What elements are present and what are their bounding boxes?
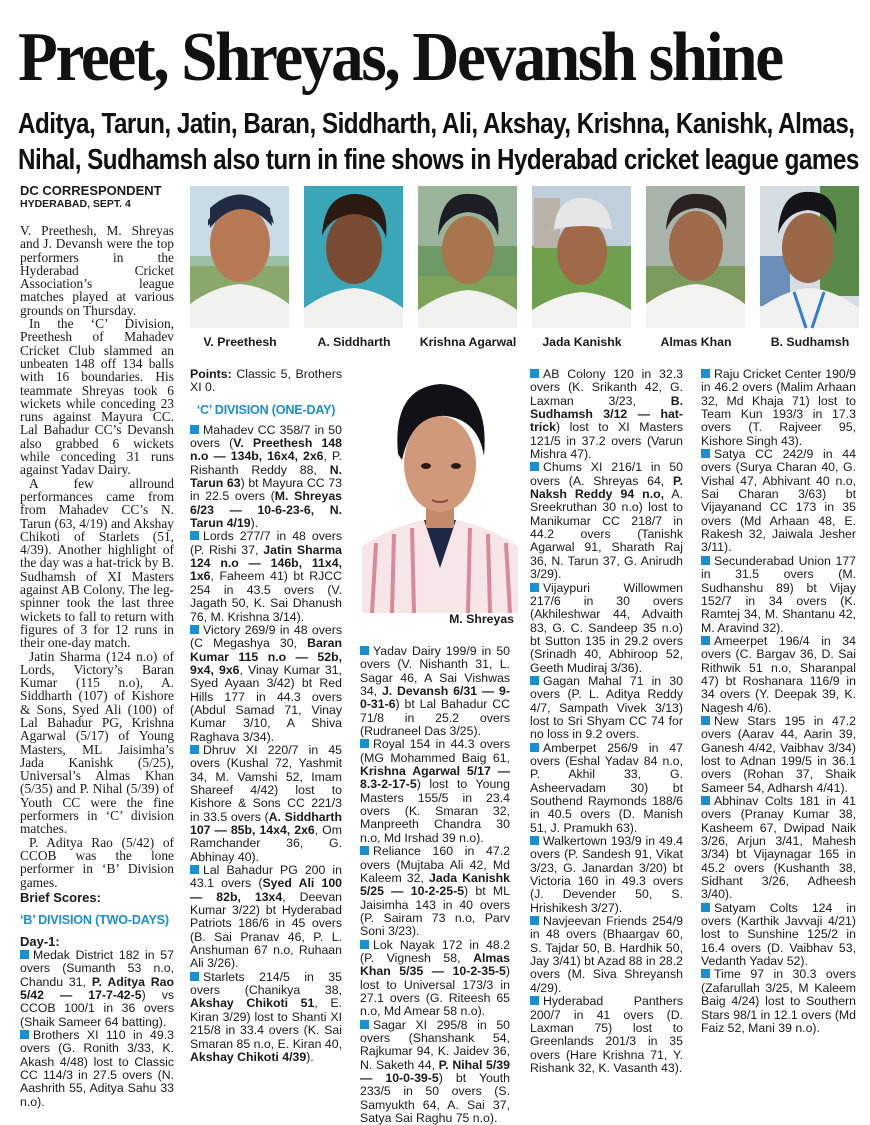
bullet-square-icon <box>190 625 199 634</box>
bullet-square-icon <box>190 745 199 754</box>
score-entry: Satyam Colts 124 in overs (Karthik Javvaji 4/21) lost to Sunshine 125/2 in 16.4 overs (D. Vaibhav 53, Vedanth Yadav 52). <box>701 900 856 969</box>
bullet-square-icon <box>701 796 710 805</box>
byline <box>20 184 190 211</box>
story-column <box>20 223 175 1109</box>
bullet-square-icon <box>20 1030 29 1039</box>
bullet-square-icon <box>701 636 710 645</box>
bullet-square-icon <box>360 1020 369 1029</box>
score-entry: Medak District 182 in 57 overs (Sumanth 53 n.o, Chandu 31, P. Aditya Rao 5/42 — 17-7-42-5) vs CCOB 100/1 in 36 overs (Shaik Sameer 64 batting). <box>20 947 175 1029</box>
score-entry: AB Colony 120 in 32.3 overs (K. Srikanth 42, G. Laxman 3/23, B. Sudhamsh 3/12 — hat-trick) lost to XI Masters 121/5 in 37.2 overs (Varun Mishra 47). <box>530 367 683 462</box>
score-entry: Satya CC 242/9 in 44 overs (Surya Charan 40, G. Vishal 47, Abhivant 40 n.o, Sai Charan 3/63) bt Vijayanand CC 173 in 35 overs (Md Arhaan 48, E. Rakesh 32, Jaiwala Jesher 3/11). <box>701 447 856 555</box>
scores-flow <box>190 368 342 1064</box>
bullet-square-icon <box>360 940 369 949</box>
headline: Preet, Shreyas, Devansh shine <box>18 19 782 96</box>
subhead <box>18 106 859 178</box>
bullet-square-icon <box>701 369 710 378</box>
player-photo-icon <box>760 186 859 328</box>
bullet-square-icon <box>530 676 539 685</box>
bullet-square-icon <box>530 836 539 845</box>
score-entry: Ameerpet 196/4 in 34 overs (C. Bargav 36, D. Sai Rithwik 51 n.o, Sharanpal 47) bt Roshanara 116/9 in 34 overs (Y. Deepak 39, K. Nagesh 4/6). <box>701 633 856 715</box>
bullet-square-icon <box>530 462 539 471</box>
subhead-line-1: Aditya, Tarun, Jatin, Baran, Siddharth, Ali, Akshay, Krishna, Kanishk, Almas, <box>18 108 855 140</box>
bullet-square-icon <box>190 865 199 874</box>
bullet-square-icon <box>530 743 539 752</box>
bullet-square-icon <box>701 556 710 565</box>
photo-caption: A. Siddharth <box>317 335 391 349</box>
bullet-square-icon <box>360 739 369 748</box>
c-division-heading: ‘C’ DIVISION (ONE-DAY) <box>196 402 336 417</box>
bullet-square-icon <box>701 449 710 458</box>
bullet-square-icon <box>20 950 29 959</box>
score-entry: Abhinav Colts 181 in 41 overs (Pranay Kumar 38, Kasheem 67, Dwipad Naik 3/26, Arjun 3/41, Mahesh 3/34) bt Vijaynagar 165 in 45.2 overs (Kushanth 38, Sidhant 3/26, Adheesh 3/40). <box>701 794 856 902</box>
scores-column <box>360 644 510 1125</box>
player-photo-icon <box>418 186 517 328</box>
subhead-line-2: Nihal, Sudhamsh also turn in fine shows in Hyderabad cricket league games <box>18 144 859 176</box>
bullet-square-icon <box>530 916 539 925</box>
score-entry: Lal Bahadur PG 200 in 43.1 overs (Syed Ali 100 — 82b, 13x4, Deevan Kumar 3/22) bt Hyderabad Patriots 186/6 in 45 overs (B. Sai Pranav 46, P. L. Anshuman 67 n.o, Ruhaan Ali 3/26). <box>190 863 342 971</box>
player-photo-icon <box>304 186 403 328</box>
score-entry: Yadav Dairy 199/9 in 50 overs (V. Nishanth 31, L. Sagar 46, A Sai Vishwas 34, J. Devansh 6/31 — 9-0-31-6) bt Lal Bahadur CC 71/8 in 25.2 overs (Rudraneel Das 3/25). <box>360 644 510 739</box>
bullet-square-icon <box>190 972 199 981</box>
score-entry: Reliance 160 in 47.2 overs (Mujtaba Ali 42, Md Kaleem 32, Jada Kanishk 5/25 — 10-2-25-5) bt ML Jaisimha 143 in 40 overs (P. Sairam 73 n.o, Parv Soni 3/23). <box>360 844 510 939</box>
bullet-square-icon <box>701 969 710 978</box>
score-entry: Dhruv XI 220/7 in 45 overs (Kushal 72, Yashmit 34, M. Vamshi 52, Imam Shareef 4/42) lost to Kishore & Sons CC 221/3 in 33.5 overs (A. Siddharth 107 — 85b, 14x4, 2x6, Om Ramchander 36, G. Abhinay 40). <box>190 742 342 864</box>
scores-column <box>701 368 856 1092</box>
score-entry: Amberpet 256/9 in 47 overs (Eshal Yadav 84 n.o, P. Akhil 33, G. Asheervadam 30) bt Southend Raymonds 188/6 in 40.5 overs (D. Manish 51, J. Pramukh 63). <box>530 740 683 835</box>
bullet-square-icon <box>360 646 369 655</box>
bullet-square-icon <box>190 531 199 540</box>
scores-column <box>190 368 342 1092</box>
story-paragraph: V. Preethesh, M. Shreyas and J. Devansh were the top performers in the Hyderabad Cricket Association’s league matches played at various grounds on Thursday. <box>20 223 174 318</box>
byline-dateline: HYDERABAD, SEPT. 4 <box>20 198 131 210</box>
brief-scores-title: Brief Scores: <box>20 889 101 905</box>
b-division-heading: ‘B’ DIVISION (TWO-DAYS) <box>20 912 169 927</box>
photo-caption: B. Sudhamsh <box>770 335 850 349</box>
photo-strip <box>190 186 870 352</box>
score-entry: Navjeevan Friends 254/9 in 48 overs (Bhaargav 60, S. Tajdar 50, B. Hardhik 50, Jay 3/41) bt Azad 88 in 28.2 overs (M. Siva Shreyansh 4/29). <box>530 914 683 995</box>
byline-author: DC CORRESPONDENT <box>20 183 162 198</box>
bullet-square-icon <box>530 369 539 378</box>
bullet-square-icon <box>530 996 539 1005</box>
bullet-square-icon <box>701 716 710 725</box>
photo-caption: Jada Kanishk <box>542 335 622 349</box>
player-photo-icon <box>532 186 631 328</box>
story-paragraph: Jatin Sharma (124 n.o) of Lords, Victory’s Baran Kumar (115 n.o), A. Siddharth (107) of Kishore & Sons, Syed Ali (100) of Lal Bahadur PG, Krishna Agarwal (5/17) of Young Masters, ML Jaisimha’s Jada Kanishk (5/25), Universal’s Almas Khan (5/35) and P. Nihal (5/39) of Youth CC were the fine performers in ‘C’ division matches. <box>20 648 174 837</box>
score-entry: Raju Cricket Center 190/9 in 46.2 overs (Malim Arhaan 32, Md Khaja 71) lost to Team Kun 193/3 in 17.3 overs (T. Rajveer 95, Kishore Singh 43). <box>701 367 856 448</box>
score-entry: Gagan Mahal 71 in 30 overs (P. L. Aditya Reddy 4/7, Sampath Vivek 3/13) lost to Sri Shyam CC 74 for no loss in 9.2 overs. <box>530 673 683 742</box>
score-entry: Mahadev CC 358/7 in 50 overs (V. Preethesh 148 n.o — 134b, 16x4, 2x6, P. Rishanth Reddy 88, N. Tarun 63) bt Mayura CC 73 in 22.5 overs (M. Shreyas 6/23 — 10-6-23-6, N. Tarun 4/19). <box>190 422 342 531</box>
score-entry-continued: Points: Classic 5, Brothers XI 0. <box>190 367 342 395</box>
scores-column <box>530 368 683 1092</box>
score-entry: Hyderabad Panthers 200/7 in 41 overs (D. Laxman 75) lost to Greenlands 201/3 in 35 overs (Hare Krishna 71, Y. Rishank 32, K. Vasanth 43). <box>530 994 683 1075</box>
bullet-square-icon <box>360 846 369 855</box>
score-entry: Victory 269/9 in 48 overs (C Megashya 30, Baran Kumar 115 n.o — 52b, 9x4, 9x6, Vinay Kumar 31, Syed Ayaan 3/42) bt Red Hills 177 in 44.3 overs (Abdul Samad 71, Vinay Kumar 3/10, A Shiva Raghava 3/34). <box>190 622 342 744</box>
feature-photo-caption: M. Shreyas <box>449 612 514 626</box>
player-photo-icon <box>190 186 289 328</box>
score-entry: Secunderabad Union 177 in 31.5 overs (M. Sudhanshu 89) bt Vijay 152/7 in 34 overs (K. Ramtej 34, M. Shantanu 42, M. Aravind 32). <box>701 553 856 635</box>
story-paragraph: P. Aditya Rao (5/42) of CCOB was the lone performer in ‘B’ Division games. <box>20 834 174 890</box>
day-heading: Day-1: <box>20 933 60 949</box>
score-entry: Sagar XI 295/8 in 50 overs (Shanshank 54, Rajkumar 94, K. Jaidev 36, N. Saketh 44, P. Nihal 5/39 — 10-0-39-5) bt Youth 233/5 in 50 overs (S. Samyukth 64, A. Sai 37, Satya Sai Raghu 75 n.o). <box>360 1017 510 1125</box>
score-entry: Royal 154 in 44.3 overs (MG Mohammed Baig 61, Krishna Agarwal 5/17 — 8.3-2-17-5) lost to Young Masters 155/5 in 23.4 overs (K. Smaran 32, Manpreeth Chandra 30 n.o, Md Irshad 39 n.o). <box>360 737 510 845</box>
player-photo-icon <box>362 368 518 613</box>
score-entry: Time 97 in 30.3 overs (Zafarullah 3/25, M Kaleem Baig 4/24) lost to Southern Stars 98/1 in 12.1 overs (Md Faiz 52, Mani 39 n.o). <box>701 967 856 1035</box>
score-entry: Vijaypuri Willowmen 217/6 in 30 overs (Akhileshwar 44, Advaith 83, G. C. Sandeep 35 n.o) bt Sutton 135 in 29.2 overs (Srinadh 40, Abhiroop 52, Geeth Mudiraj 3/36). <box>530 580 683 675</box>
score-entry: Lok Nayak 172 in 48.2 (P. Vignesh 58, Almas Khan 5/35 — 10-2-35-5) lost to Universal 173/3 in 27.1 overs (G. Riteesh 65 n.o, Md Amear 58 n.o). <box>360 937 510 1019</box>
photo-caption: Krishna Agarwal <box>419 335 517 349</box>
bullet-square-icon <box>701 903 710 912</box>
score-entry: Walkertown 193/9 in 49.4 overs (P. Sandesh 91, Vikat 3/23, G. Janardan 3/20) bt Victoria 160 in 49.3 overs (J. Devender 50, S. Hrishikesh 3/27). <box>530 834 683 915</box>
player-photo-icon <box>646 186 745 328</box>
score-entry: Brothers XI 110 in 49.3 overs (G. Ronith 3/33, K. Akash 4/48) lost to Classic CC 114/3 in 27.5 overs (N. Aashrith 55, Aditya Sahu 33 n.o). <box>20 1027 174 1109</box>
score-entry: Starlets 214/5 in 35 overs (Chanikya 38, Akshay Chikoti 51, E. Kiran 3/29) lost to Shanti XI 215/8 in 33.4 overs (K. Sai Smaran 85 n.o, E. Kiran 40, Akshay Chikoti 4/39). <box>190 969 342 1064</box>
bullet-square-icon <box>190 425 199 434</box>
bullet-square-icon <box>530 583 539 592</box>
story-paragraph: In the ‘C’ Division, Preethesh of Mahadev Cricket Club slammed an unbeaten 148 off 134 balls with 16 boundaries. His teammate Shreyas took 6 wickets while conceding 23 runs against Mayura CC. Lal Bahadur CC’s Devansh also grabbed 6 wickets while conceding 31 runs against Yadav Dairy. <box>20 316 174 478</box>
score-entry: Lords 277/7 in 48 overs (P. Rishi 37, Jatin Sharma 124 n.o — 146b, 11x4, 1x6, Faheem 41) bt RJCC 254 in 43.5 overs (V. Jagath 50, K. Sai Dhanush 76, M. Krishna 3/14). <box>190 529 342 624</box>
score-entry: Chums XI 216/1 in 50 overs (A. Shreyas 64, P. Naksh Reddy 94 n.o, A. Sreekruthan 30 n.o) lost to Manikumar CC 218/7 in 44.2 overs (Tanishk Agarwal 91, Sharath Raj 36, N. Tarun 37, G. Anirudh 3/29). <box>530 460 683 582</box>
photo-caption: Almas Khan <box>660 335 732 349</box>
photo-caption: V. Preethesh <box>203 335 277 349</box>
story-paragraph: A few allround performances came from from Mahadev CC’s N. Tarun (63, 4/19) and Akshay Chikoti of Starlets (51, 4/39). Another highlight of the day was a hat-trick by B. Sudhamsh of XI Masters against AB Colony. The leg-spinner took the last three wickets to fall to return with figures of 3 for 12 runs in their one-day match. <box>20 475 174 651</box>
score-entry: New Stars 195 in 47.2 overs (Aarav 44, Aarin 39, Ganesh 4/42, Vaibhav 3/34) lost to Adnan 199/5 in 36.1 overs (Rohan 37, Shaik Sameer 54, Adharsh 4/41). <box>701 713 856 795</box>
feature-photo <box>362 368 518 613</box>
